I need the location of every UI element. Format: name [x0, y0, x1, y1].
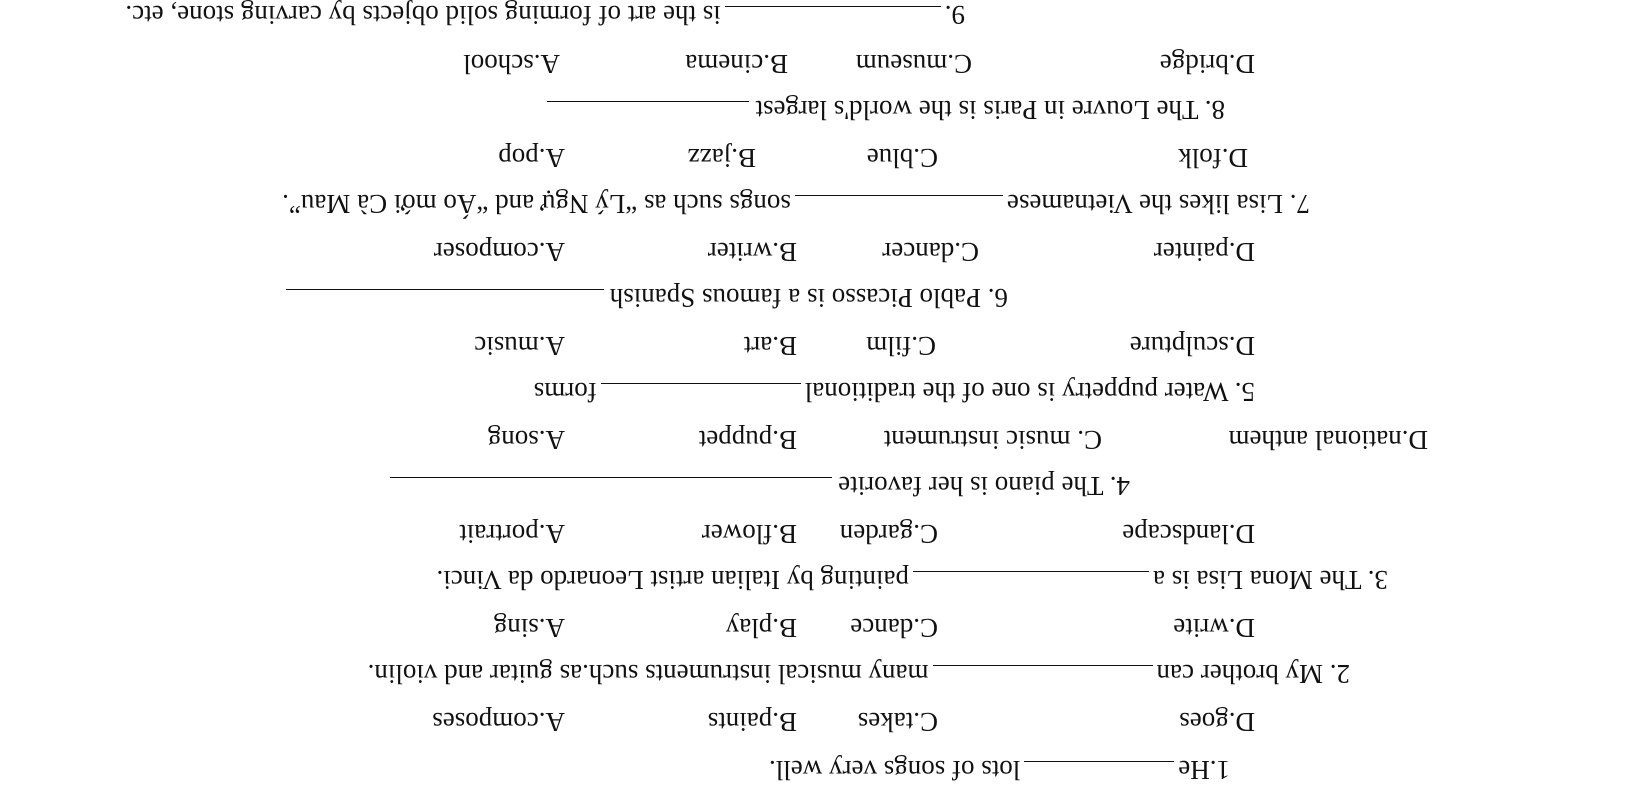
q2-option-a: A.sing [493, 613, 565, 643]
q5-option-c: C.film [866, 331, 936, 361]
q1-option-c: C.takes [857, 707, 938, 737]
q8-option-c: C.museum [855, 49, 972, 79]
q7-answer-blank [795, 195, 1003, 218]
q5-prefix: 5. Water puppetry is one of the traditional [804, 377, 1255, 407]
q3-stem [437, 564, 1388, 596]
q5-option-b: B.art [743, 331, 797, 361]
q2-option-d: D.write [1173, 613, 1255, 643]
q8-answer-blank [547, 101, 749, 124]
q1-stem [769, 754, 1230, 786]
q3-suffix: painting by Italian artist Leonardo da Vinci. [436, 565, 910, 595]
q2-answer-blank [933, 665, 1153, 688]
q6-option-a: A.composer [433, 237, 565, 267]
q2-option-b: B.play [725, 613, 797, 643]
q3-option-a: A.portrait [459, 519, 565, 549]
q2-stem [368, 658, 1350, 690]
q1-option-a: A.composes [432, 707, 565, 737]
q6-prefix: 6. Pablo Picasso is a famous Spanish [609, 283, 1008, 313]
q8-option-d: D.bridge [1159, 49, 1255, 79]
q6-answer-blank [286, 289, 604, 312]
q4-option-a: A.song [487, 425, 565, 455]
q3-prefix: 3. The Mona Lisa is a [1153, 565, 1388, 595]
q1-suffix: lots of songs very well. [769, 755, 1021, 785]
q4-answer-blank [390, 477, 832, 500]
q4-stem [390, 470, 1130, 502]
q7-prefix: 7. Lisa likes the Vietnamese [1006, 189, 1310, 219]
q5-option-a: A.music [474, 331, 565, 361]
q7-option-d: D.folk [1178, 143, 1248, 173]
q1-option-b: B.paints [707, 707, 797, 737]
q4-option-c: C. music instrument [883, 425, 1102, 455]
q3-option-d: D.landscape [1122, 519, 1255, 549]
q8-prefix: 8. The Louvre in Paris is the world's largest [755, 95, 1225, 125]
q7-suffix: songs such as “Lý Ngự and “Áo mới Cà Mau”. [282, 189, 791, 219]
q7-option-a: A.pop [498, 143, 565, 173]
q1-option-d: D.goes [1179, 707, 1255, 737]
q8-stem [547, 94, 1225, 126]
q7-stem [282, 188, 1310, 220]
q2-suffix: many musical instruments such.as guitar and violin. [367, 659, 929, 689]
q6-option-d: D.painter [1153, 237, 1255, 267]
q5-suffix: forms [533, 377, 597, 407]
q1-prefix: 1.He [1178, 755, 1230, 785]
q3-answer-blank [913, 571, 1149, 594]
q4-option-d: D.national anthem [1228, 425, 1428, 455]
q1-answer-blank [1024, 761, 1174, 784]
q9-prefix: 9. [944, 0, 965, 30]
q7-option-c: C.blue [866, 143, 938, 173]
q4-option-b: B.puppet [698, 425, 797, 455]
q2-option-c: C.dance [850, 613, 938, 643]
q8-option-a: A.school [463, 49, 560, 79]
q4-prefix: 4. The piano is her favorite [838, 471, 1130, 501]
q5-stem [534, 376, 1255, 408]
q9-stem [125, 0, 965, 31]
q5-answer-blank [601, 383, 801, 406]
q3-option-b: B.flower [701, 519, 797, 549]
q9-suffix: is the art of forming solid objects by carving stone, etc. [125, 0, 721, 30]
q6-option-c: C.dancer [882, 237, 979, 267]
q6-stem [286, 282, 1008, 314]
q6-option-b: B.writer [707, 237, 797, 267]
q8-option-b: B.cinema [685, 49, 788, 79]
q3-option-c: C.garden [839, 519, 938, 549]
q2-prefix: 2. My brother can [1156, 659, 1350, 689]
q5-option-d: D.sculpture [1129, 331, 1255, 361]
q7-option-b: B.jazz [687, 143, 756, 173]
q9-answer-blank [725, 6, 941, 29]
